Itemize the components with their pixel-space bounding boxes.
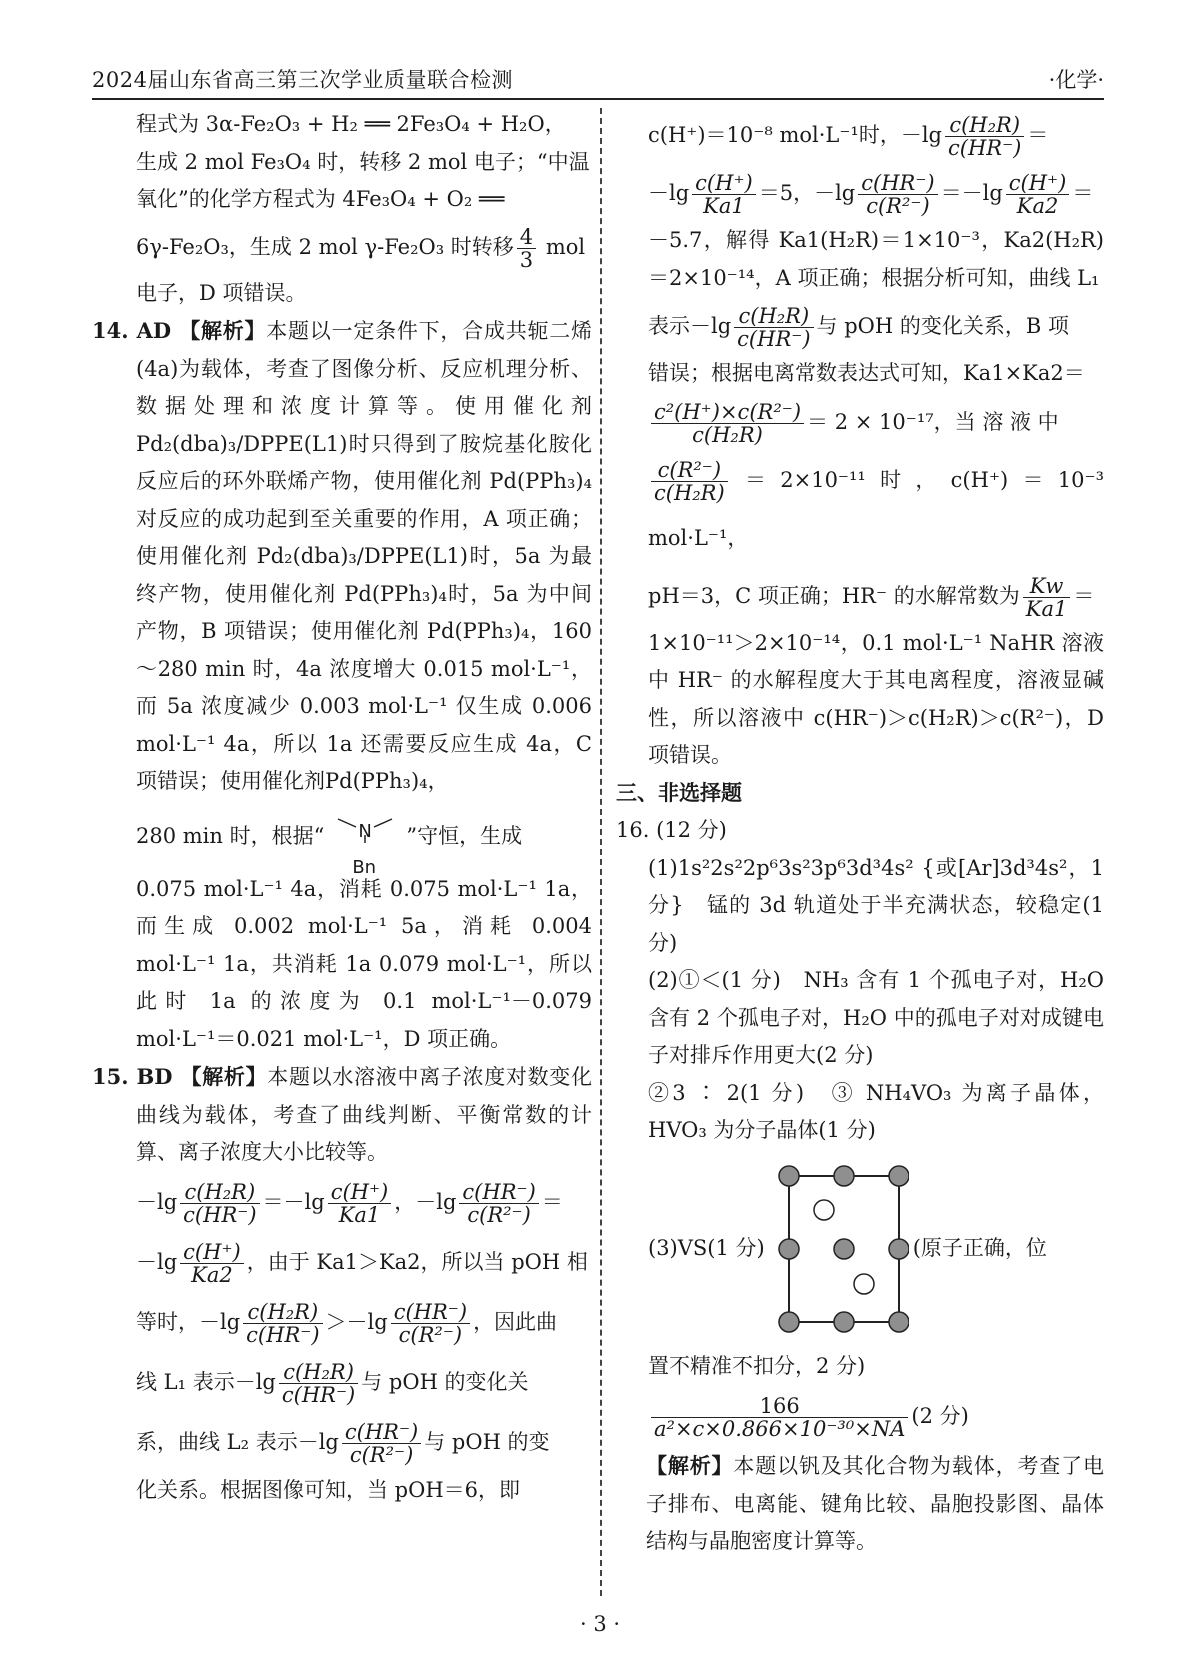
page-number: · 3 ·	[579, 1612, 621, 1636]
q16-head: 16. (12 分)	[616, 818, 727, 842]
r-line-3: －5.7，解得 Ka1(H₂R)＝1×10⁻³，Ka2(H₂R)＝2×10⁻¹⁴，A 项正确；根据分析可知，曲线 L₁	[648, 228, 1104, 290]
q15-answer: 15. BD 【解析】本题以水溶液中离子浓度对数变化曲线为载体，考查了曲线判断、平衡常数的计算、离子浓度大小比较等。	[92, 1064, 592, 1164]
page-header	[92, 64, 1104, 98]
r-line-6: $\frac{\text{c²(H⁺)×c(R²⁻)}}{\text{c(H₂R)}}$ ＝ 2 × 10⁻¹⁷，当 溶 液 中	[648, 393, 1104, 451]
r-line-4: 表示－lg $\frac{\text{c(H₂R)}}{c(HR^-)}$ 与 pOH 的变化关系，B 项	[648, 304, 1069, 351]
nbn-structure: N Bn	[324, 811, 406, 863]
intro-line-1: 程式为 3α-Fe₂O₃ + H₂ ══ 2Fe₃O₄ + H₂O，	[136, 112, 566, 136]
q15-eq-1: －lg $\frac{\text{c(H₂R)}}{c(HR^-)}$ ＝－lg $\frac{c(H^+)}{Ka1}$ ，－lg $\frac{c(HR^-)}{\text{c(R²⁻)}}$ ＝	[136, 1179, 563, 1227]
intro-line-4: 6γ-Fe₂O₃，生成 2 mol γ-Fe₂O₃ 时转移 $\frac{4}{3}$ mol	[136, 224, 586, 272]
r-line-7: $\frac{\text{c(R²⁻)}}{\text{c(H₂R)}}$ ＝2×10⁻¹¹时，c(H⁺)＝10⁻³ mol·L⁻¹，	[648, 457, 1104, 550]
q16-part-1: (1)1s²2s²2p⁶3s²3p⁶3d³4s² {或[Ar]3d³4s²，1 分} 锰的 3d 轨道处于半充满状态，较稳定(1 分)	[648, 855, 1104, 955]
q15-eq-3: 等时，－lg $\frac{\text{c(H₂R)}}{c(HR^-)}$ ＞－lg $\frac{c(HR^-)}{\text{c(R²⁻)}}$ ，因此曲	[136, 1299, 558, 1347]
q14-answer: 14. AD 【解析】本题以一定条件下，合成共轭二烯(4a)为载体，考查了图像分析、反应机理分析、数据处理和浓度计算等。使用催化剂 Pd₂(dba)₃/DPPE(L1)时只得到了胺烷基化胺化反应后的环外联烯产物，使用催化剂 Pd(PPh₃)₄对反应的成功起到至关重要的作用，A 项正确；使用催化剂 Pd₂(dba)₃/DPPE(L1)时，5a 为最终产物，使用催化剂 Pd(PPh₃)₄时，5a 为中间产物，B 项错误；使用催化剂 Pd(PPh₃)₄，160～280 min 时，4a 浓度增大 0.015 mol·L⁻¹，而 5a 浓度减少 0.003 mol·L⁻¹ 仅生成 0.006 mol·L⁻¹ 4a，所以 1a 还需要反应生成 4a，C 项错误；使用催化剂Pd(PPh₃)₄，	[92, 318, 592, 793]
unit-cell-projection	[769, 1164, 909, 1334]
q14-structure-line: 280 min 时，根据“ N Bn ”守恒，生成	[92, 801, 592, 871]
subject-label: ·化学·	[1048, 68, 1104, 92]
q14-head: 14. AD 【解析】	[92, 318, 267, 343]
q15-head: 15. BD 【解析】	[92, 1064, 268, 1089]
intro-line-5: 电子，D 项错误。	[136, 280, 307, 305]
q15-eq-2: －lg $\frac{c(H^+)}{Ka2}$ ，由于 Ka1＞Ka2，所以当 pOH 相	[136, 1239, 588, 1287]
r-line-2: －lg $\frac{c(H^+)}{Ka1}$ ＝5，－lg $\frac{c(HR^-)}{\text{c(R²⁻)}}$ ＝－lg $\frac{c(H^+)}{Ka2}$ ＝	[648, 171, 1094, 218]
q16-part-2: (2)①＜(1 分) NH₃ 含有 1 个孤电子对，H₂O 含有 2 个孤电子对，H₂O 中的孤电子对对成键电子对排斥作用更大(2 分)	[648, 968, 1104, 1067]
section-heading: 三、非选择题	[616, 780, 742, 805]
r-line-9: 1×10⁻¹¹＞2×10⁻¹⁴，0.1 mol·L⁻¹ NaHR 溶液中 HR⁻ 的水解程度大于其电离程度，溶液显碱性，所以溶液中 c(HR⁻)＞c(H₂R)＞c(R²⁻)，D 项错误。	[648, 630, 1104, 767]
r-line-1: c(H⁺)＝10⁻⁸ mol·L⁻¹时，－lg $\frac{\text{c(H₂R)}}{c(HR^-)}$ ＝	[648, 113, 1049, 160]
q16-part-4: (3)VS(1 分) (原子正确，位	[648, 1154, 1104, 1344]
column-divider	[600, 108, 602, 1596]
left-column	[92, 106, 592, 1509]
header-rule	[92, 98, 1104, 100]
intro-line-3: 氧化”的化学方程式为 4Fe₃O₄ + O₂ ══	[136, 187, 505, 211]
fraction: $\frac{4}{3}$	[517, 226, 536, 271]
r-line-8: pH＝3，C 项正确；HR⁻ 的水解常数为 $\frac{Kw}{Ka1}$ ＝	[648, 573, 1095, 621]
exam-title: 2024届山东省高三第三次学业质量联合检测	[92, 68, 513, 92]
r-line-5: 错误；根据电离常数表达式可知，Ka1×Ka2＝	[648, 361, 1085, 385]
q16-part-5: 置不精准不扣分，2 分)	[648, 1353, 866, 1378]
q14-continued: 0.075 mol·L⁻¹ 4a，消耗 0.075 mol·L⁻¹ 1a，而生成 0.002 mol·L⁻¹ 5a，消耗 0.004 mol·L⁻¹ 1a，共消耗 1a 0.079 mol·L⁻¹，所以此时 1a 的浓度为 0.1 mol·L⁻¹－0.079 mol·L⁻¹＝0.021 mol·L⁻¹，D 项正确。	[136, 876, 592, 1051]
q16-density: $\frac{166}{\text{a²×c×0.866×10⁻³⁰×NA}}$ (2 分)	[648, 1385, 1104, 1447]
q15-eq-5: 系，曲线 L₂ 表示－lg $\frac{c(HR^-)}{\text{c(R²⁻)}}$ 与 pOH 的变	[136, 1419, 550, 1467]
intro-line-2: 生成 2 mol Fe₃O₄ 时，转移 2 mol 电子；“中温	[136, 149, 590, 174]
right-column	[616, 106, 1105, 1561]
q16-part-3: ②3 ∶ 2(1 分) ③ NH₄VO₃ 为离子晶体，HVO₃ 为分子晶体(1 分)	[648, 1080, 1104, 1142]
q15-line-6: 化关系。根据图像可知，当 pOH＝6，即	[136, 1477, 521, 1502]
q15-eq-4: 线 L₁ 表示－lg $\frac{\text{c(H₂R)}}{c(HR^-)}$ 与 pOH 的变化关	[136, 1359, 529, 1407]
q16-analysis: 【解析】本题以钒及其化合物为载体，考查了电子排布、电离能、键角比较、晶胞投影图、晶体结构与晶胞密度计算等。	[646, 1453, 1105, 1553]
